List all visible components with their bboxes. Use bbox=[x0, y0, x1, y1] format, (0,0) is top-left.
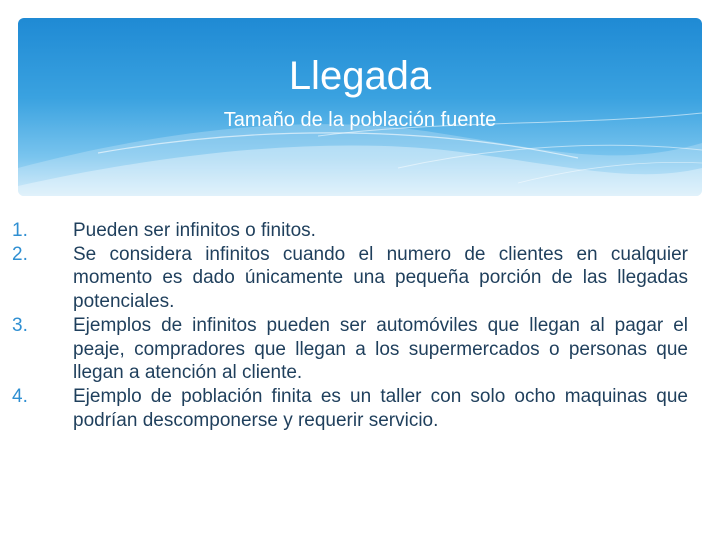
list-item-number: 4. bbox=[12, 385, 28, 407]
list-item-text: Se considera infinitos cuando el numero de clientes en cualquier momento es dado únicamente una pequeña porción de las llegadas potenciales. bbox=[73, 243, 688, 313]
list-item-text: Ejemplo de población finita es un taller con solo ocho maquinas que podrían descomponerse y requerir servicio. bbox=[73, 385, 688, 431]
list-item-number: 3. bbox=[12, 314, 28, 336]
list-item-text: Pueden ser infinitos o finitos. bbox=[73, 220, 316, 241]
list-item-text: Ejemplos de infinitos pueden ser automóviles que llegan al pagar el peaje, compradores que llegan a los supermercados o personas que llegan a atención al cliente. bbox=[73, 314, 688, 384]
title-banner bbox=[18, 18, 702, 196]
list-item bbox=[12, 314, 688, 385]
slide-subtitle: Tamaño de la población fuente bbox=[223, 109, 497, 131]
list-item bbox=[12, 219, 688, 243]
list-item-number: 2. bbox=[12, 243, 28, 265]
slide-title: Llegada bbox=[288, 54, 432, 98]
list-item-number: 1. bbox=[12, 220, 28, 241]
list-item bbox=[12, 243, 688, 314]
list-item bbox=[12, 385, 688, 432]
numbered-list bbox=[12, 219, 688, 432]
